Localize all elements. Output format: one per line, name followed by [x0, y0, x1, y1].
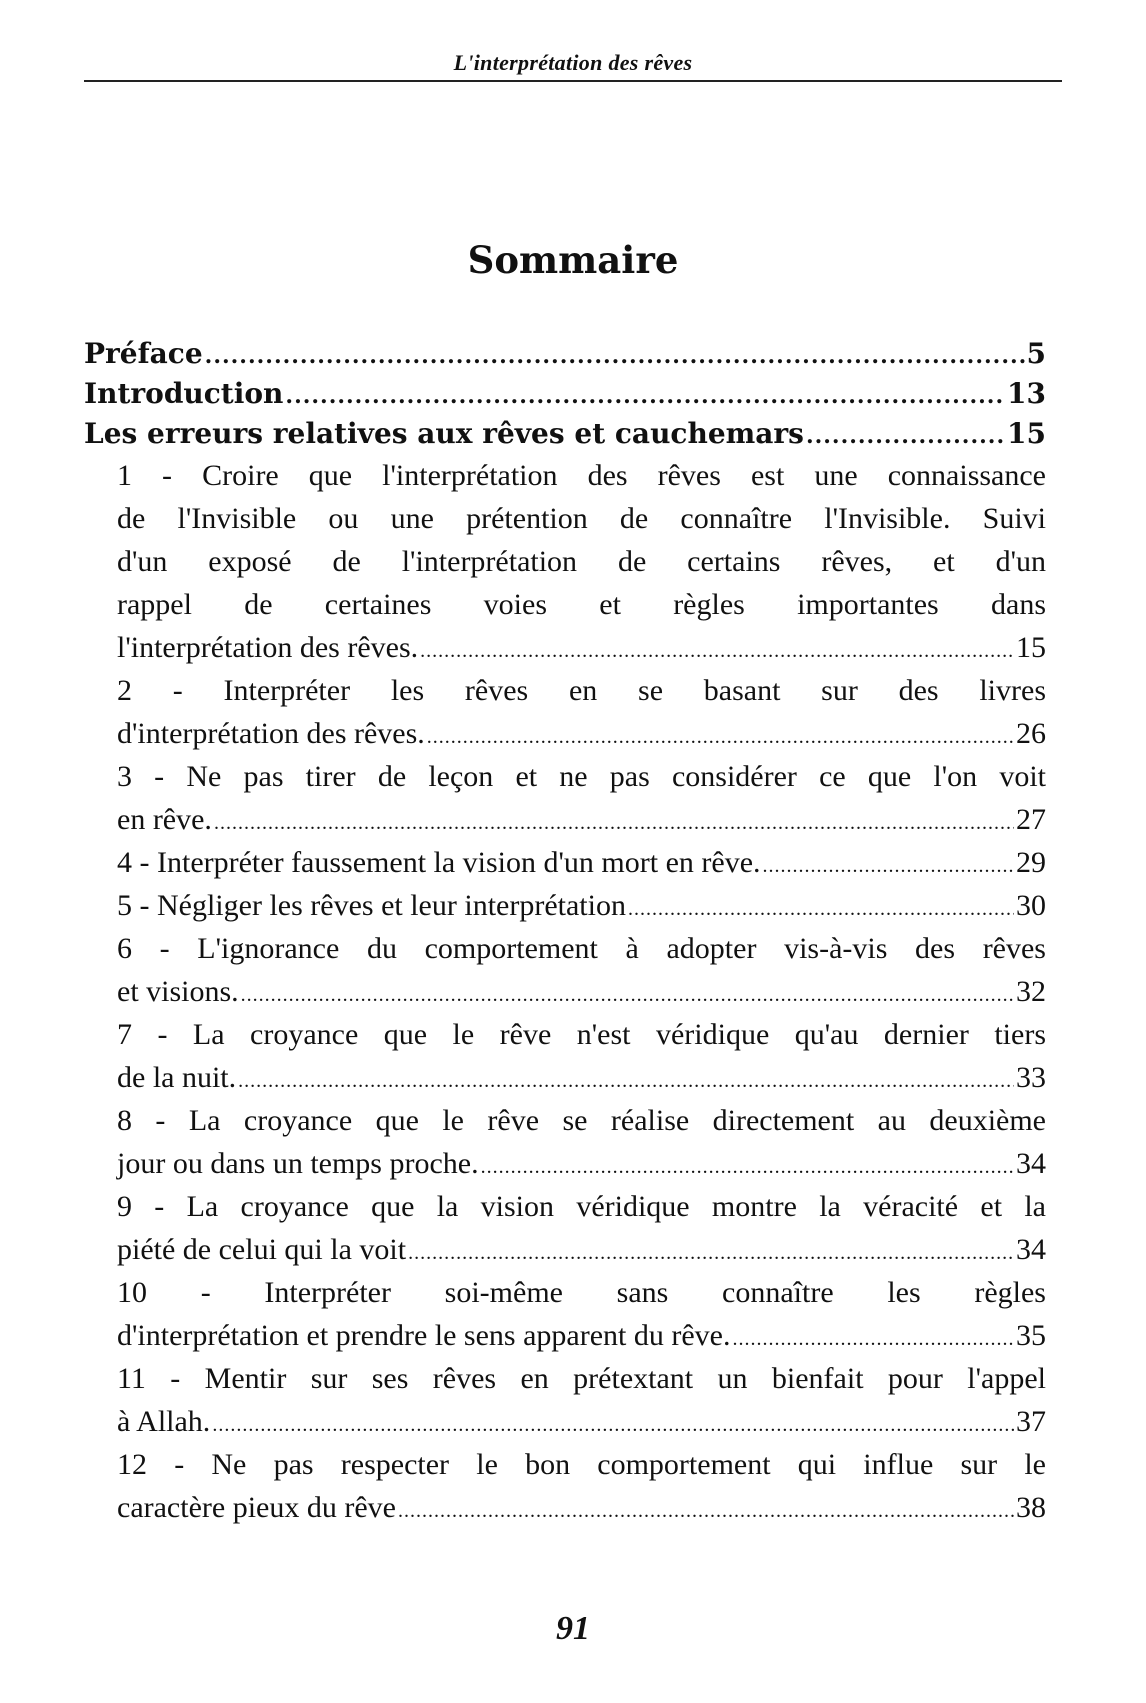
table-of-contents: [84, 334, 1046, 1529]
toc-page-number: 13: [1007, 377, 1046, 410]
toc-subentry: [117, 1185, 1046, 1271]
dot-leader: [732, 1318, 1014, 1361]
toc-page-number: 32: [1016, 975, 1046, 1008]
dot-leader: [238, 1060, 1014, 1103]
toc-entry-label: d'interprétation et prendre le sens apparent du rêve.: [117, 1319, 731, 1352]
toc-entry-line: rappel de certaines voies et règles importantes dans: [117, 588, 1046, 621]
toc-main-entries: [84, 334, 1046, 454]
toc-entry-label: 5 - Négliger les rêves et leur interprétation: [117, 889, 626, 922]
toc-page-number: 38: [1016, 1491, 1046, 1524]
toc-entry-label: de la nuit.: [117, 1061, 237, 1094]
toc-entry-line: 8 - La croyance que le rêve se réalise directement au deuxième: [117, 1104, 1046, 1137]
toc-subentry: [117, 755, 1046, 841]
toc-subentry: [117, 884, 1046, 927]
dot-leader: [408, 1232, 1014, 1275]
toc-entry-line: 7 - La croyance que le rêve n'est véridique qu'au dernier tiers: [117, 1018, 1046, 1051]
dot-leader: [420, 630, 1014, 673]
toc-entry-line: 12 - Ne pas respecter le bon comportement qui influe sur le: [117, 1448, 1046, 1481]
dot-leader: [285, 376, 1005, 416]
toc-subentry: [117, 927, 1046, 1013]
toc-entry-label: en rêve.: [117, 803, 212, 836]
dot-leader: [628, 888, 1014, 931]
toc-entry-line: 1 - Croire que l'interprétation des rêves est une connaissance: [117, 459, 1046, 492]
dot-leader: [214, 802, 1014, 845]
toc-entry-line: d'un exposé de l'interprétation de certains rêves, et d'un: [117, 545, 1046, 578]
dot-leader: [427, 716, 1014, 759]
toc-page-number: 33: [1016, 1061, 1046, 1094]
dot-leader: [205, 336, 1025, 376]
toc-page-number: 30: [1016, 889, 1046, 922]
toc-entry-label: jour ou dans un temps proche.: [117, 1147, 479, 1180]
toc-entry-line: 6 - L'ignorance du comportement à adopter vis-à-vis des rêves: [117, 932, 1046, 965]
toc-subentry: [117, 1357, 1046, 1443]
toc-entry-errors: [84, 414, 1046, 454]
header-rule: [84, 80, 1062, 82]
toc-entry-label: l'interprétation des rêves.: [117, 631, 419, 664]
toc-entry-label: à Allah.: [117, 1405, 211, 1438]
toc-page-number: 5: [1026, 337, 1046, 370]
toc-entry-line: 11 - Mentir sur ses rêves en prétextant un bienfait pour l'appel: [117, 1362, 1046, 1395]
toc-entry-preface: [84, 334, 1046, 374]
toc-page-number: 27: [1016, 803, 1046, 836]
toc-subentry: [117, 1099, 1046, 1185]
toc-entry-line: 10 - Interpréter soi-même sans connaître les règles: [117, 1276, 1046, 1309]
dot-leader: [398, 1490, 1014, 1533]
dot-leader: [481, 1146, 1014, 1189]
running-header: L'interprétation des rêves: [453, 50, 693, 75]
dot-leader: [212, 1404, 1014, 1447]
toc-page-number: 15: [1007, 417, 1046, 450]
dot-leader: [806, 416, 1005, 456]
toc-entry-label: piété de celui qui la voit: [117, 1233, 407, 1266]
toc-page-number: 15: [1016, 631, 1046, 664]
toc-entry-label: Les erreurs relatives aux rêves et cauchemars: [84, 417, 804, 450]
dot-leader: [241, 974, 1014, 1017]
toc-entry-line: 3 - Ne pas tirer de leçon et ne pas considérer ce que l'on voit: [117, 760, 1046, 793]
toc-entry-label: 4 - Interpréter faussement la vision d'un mort en rêve.: [117, 846, 761, 879]
toc-subentry: [117, 454, 1046, 669]
page-number: 91: [556, 1610, 590, 1647]
toc-entry-label: Introduction: [84, 377, 284, 410]
toc-entry-label: d'interprétation des rêves.: [117, 717, 425, 750]
toc-page-number: 34: [1016, 1233, 1046, 1266]
page-title: Sommaire: [467, 238, 679, 282]
toc-page-number: 26: [1016, 717, 1046, 750]
toc-entry-label: et visions.: [117, 975, 239, 1008]
toc-entry-line: 9 - La croyance que la vision véridique montre la véracité et la: [117, 1190, 1046, 1223]
toc-entry-line: 2 - Interpréter les rêves en se basant sur des livres: [117, 674, 1046, 707]
toc-entry-line: de l'Invisible ou une prétention de connaître l'Invisible. Suivi: [117, 502, 1046, 535]
toc-subentry: [117, 841, 1046, 884]
toc-subentry: [117, 1013, 1046, 1099]
dot-leader: [763, 845, 1014, 888]
toc-subentry: [117, 1443, 1046, 1529]
toc-entry-label: caractère pieux du rêve: [117, 1491, 396, 1524]
toc-entry-introduction: [84, 374, 1046, 414]
toc-subentry: [117, 1271, 1046, 1357]
toc-page-number: 37: [1016, 1405, 1046, 1438]
toc-subentry: [117, 669, 1046, 755]
toc-page-number: 34: [1016, 1147, 1046, 1180]
toc-page-number: 29: [1016, 846, 1046, 879]
toc-entry-label: Préface: [84, 337, 203, 370]
toc-sub-entries: [84, 454, 1046, 1529]
toc-page-number: 35: [1016, 1319, 1046, 1352]
